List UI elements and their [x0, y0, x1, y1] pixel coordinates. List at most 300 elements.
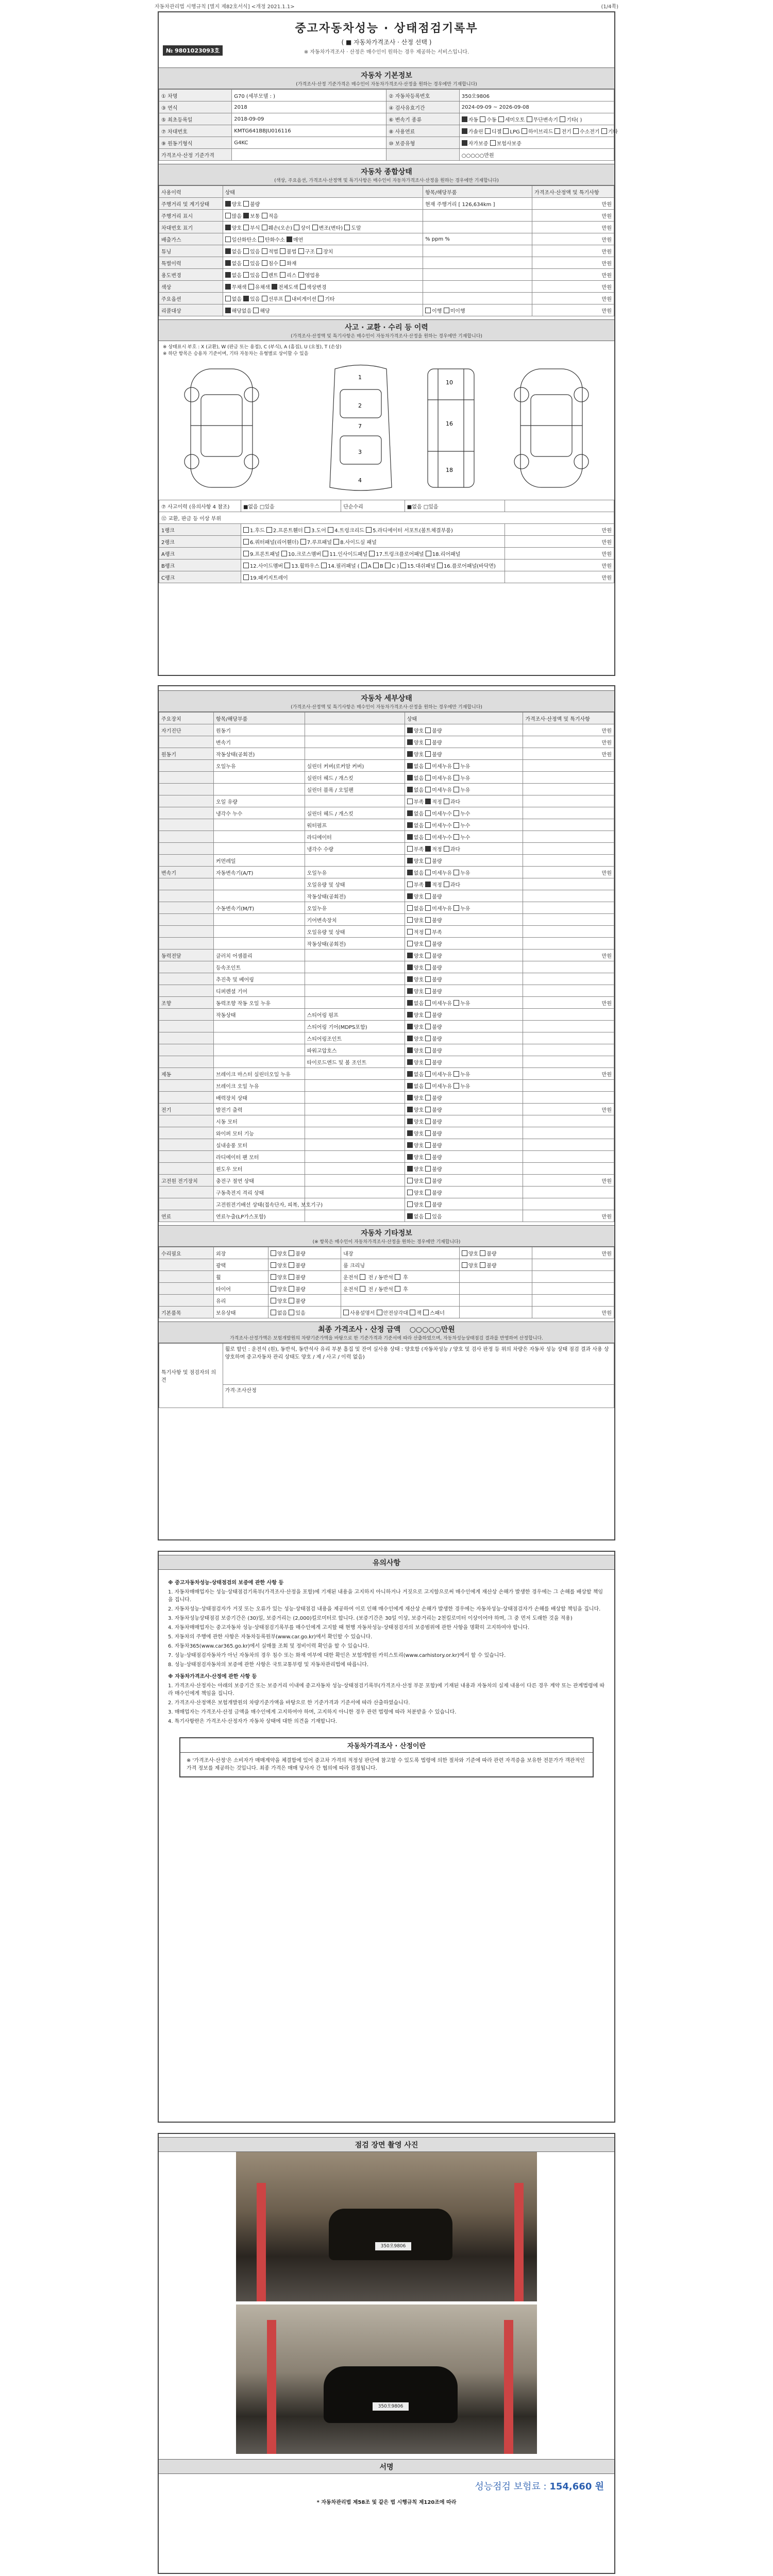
detail-item: 충전구 절연 상태: [213, 1175, 305, 1187]
detail-item: 라디에이터 팬 모터: [213, 1151, 305, 1163]
other-info-cell: 운전석 전 / 동반석 후: [341, 1271, 460, 1283]
general-item-price: 만원: [532, 233, 614, 245]
detail-price: [523, 890, 614, 902]
notice-item: 1. 가격조사·산정자는 아래의 보증기간 또는 보증거리 이내에 중고자동차 성능·상태점검기록부(가격조사·산정 부문 포함)에 기재된 내용과 자동차의 실제 내용이 다른 경우 계약 또는 관계법령에 따라 매수인에게 책임을 집니다.: [168, 1683, 605, 1697]
other-info-cell: [459, 1271, 532, 1283]
detail-row: [159, 973, 614, 985]
detail-price: [523, 819, 614, 831]
rank-label: C랭크: [159, 571, 241, 583]
detail-price: [523, 973, 614, 985]
detail-device: [159, 1044, 214, 1056]
detail-item: [213, 914, 305, 926]
accident-title: 사고 · 교환 · 수리 등 이력: [345, 324, 428, 332]
detail-state: 양호 불량: [405, 724, 523, 736]
detail-price: 만원: [523, 748, 614, 760]
detail-row: [159, 1032, 614, 1044]
svg-text:10: 10: [446, 379, 453, 386]
detail-column-header: 항목/해당부품: [213, 713, 305, 724]
detail-state: 양호 불량: [405, 736, 523, 748]
general-item-price: 만원: [532, 293, 614, 304]
basic-info-value: 가솔린 디젤 LPG 하이브리드 전기 수소전기 기타: [459, 125, 614, 137]
basic-info-label: ⑨ 원동기형식: [159, 137, 232, 149]
detail-state: 양호 불량: [405, 1139, 523, 1151]
general-item-price: 만원: [532, 304, 614, 316]
price-explain-box: [179, 1737, 594, 1777]
notice-item: 7. 성능·상태점검자동차가 아닌 자동차의 경우 침수 또는 화재 여부에 대한 확인은 보험개발원 카히스토리(www.carhistory.or.kr)에서 할 수 있습니다.: [168, 1653, 506, 1658]
general-item-label: 주요옵션: [159, 293, 223, 304]
basic-info-header: [159, 67, 614, 89]
photo-header: [159, 2137, 614, 2152]
detail-row: [159, 867, 614, 878]
detail-price: [523, 1044, 614, 1056]
special-notes-sub: 가격·조사산정: [223, 1385, 614, 1408]
detail-row: [159, 1080, 614, 1092]
detail-state: 없음 미세누유 누유: [405, 772, 523, 784]
detail-row: [159, 914, 614, 926]
rank-label: A랭크: [159, 548, 241, 560]
detail-price: [523, 1198, 614, 1210]
other-info-cell: [159, 1283, 214, 1295]
basic-info-value: KMTG641BBJU016116: [232, 125, 386, 137]
detail-device: [159, 1187, 214, 1198]
detail-item: 구동축전지 격리 상태: [213, 1187, 305, 1198]
detail-item: [213, 831, 305, 843]
detail-part: [305, 1187, 405, 1198]
detail-part: [305, 1127, 405, 1139]
other-info-cell: 사용설명서 안전삼각대 잭 스패너: [341, 1307, 460, 1318]
rank-row: [159, 524, 614, 536]
notice-item: 6. 자동차365(www.car365.go.kr)에서 실매물 조회 및 정비이력 확인을 할 수 있습니다.: [168, 1643, 369, 1649]
general-item-state: 양호 불량: [223, 198, 423, 210]
detail-item: [213, 819, 305, 831]
detail-price: [523, 961, 614, 973]
detail-part: [305, 961, 405, 973]
detail-state: 양호 불량: [405, 938, 523, 950]
svg-text:1: 1: [358, 374, 362, 381]
rank-label: B랭크: [159, 560, 241, 571]
detail-price: [523, 855, 614, 867]
detail-row: [159, 902, 614, 914]
general-status-column-header: 사용이력: [159, 186, 223, 198]
detail-device: [159, 1139, 214, 1151]
detail-price: [523, 1127, 614, 1139]
form-header-left: 자동차관리법 시행규칙 [별지 제82호서식] <개정 2021.1.1>: [155, 4, 295, 10]
basic-info-value: ○○○○○만원: [459, 149, 614, 161]
detail-row: [159, 997, 614, 1009]
general-item-state: 양호 부식 훼손(오손) 상이 변조(변타) 도말: [223, 222, 423, 233]
rank-price: 만원: [505, 548, 614, 560]
detail-device: [159, 843, 214, 855]
detail-device: [159, 772, 214, 784]
general-status-title: 자동차 종합상태: [361, 168, 412, 176]
other-info-cell: 보유상태: [213, 1307, 268, 1318]
other-info-cell: 양호 불량: [268, 1247, 341, 1259]
detail-price: [523, 938, 614, 950]
general-status-row: [159, 210, 614, 222]
detail-price: 만원: [523, 1104, 614, 1115]
general-item-price: 만원: [532, 222, 614, 233]
other-info-cell: [459, 1283, 532, 1295]
price-explain-text: ※ '가격조사·산정'은 소비자가 매매계약을 체결함에 있어 중고차 가격의 적정성 판단에 참고할 수 있도록 법령에 의한 절차와 기준에 따라 관련 자격증을 보유한 전문가가 객관적인 가격 정보를 제공하는 것입니다. 최종 가격은 매매 당사자 간 협의에 따라 결정됩니다.: [187, 1758, 585, 1771]
general-item-price: 만원: [532, 269, 614, 281]
detail-row: [159, 1115, 614, 1127]
detail-state: 양호 불량: [405, 1115, 523, 1127]
detail-device: [159, 736, 214, 748]
detail-price: [523, 985, 614, 997]
insurance-fee-value: 154,660 원: [549, 2481, 604, 2492]
page-3: [158, 1551, 615, 2123]
detail-part: [305, 973, 405, 985]
detail-price: [523, 772, 614, 784]
special-notes-label: 특기사항 및 점검자의 의견: [159, 1344, 223, 1408]
detail-row: [159, 878, 614, 890]
car-left-view-icon: [184, 369, 259, 487]
detail-price: 만원: [523, 950, 614, 961]
detail-row: [159, 784, 614, 795]
basic-info-row: [159, 90, 614, 101]
other-info-cell: 양호 불량: [459, 1247, 532, 1259]
detail-part: 파워고압호스: [305, 1044, 405, 1056]
abnormal-part-label: ⑫ 교환, 판금 등 이상 부위: [159, 512, 614, 524]
detail-row: [159, 1151, 614, 1163]
detail-state: 없음 미세누유 누유: [405, 784, 523, 795]
detail-row: [159, 1163, 614, 1175]
general-status-row: [159, 281, 614, 293]
detail-part: 기어변속장치: [305, 914, 405, 926]
detail-device: [159, 819, 214, 831]
other-info-cell: 수리필요: [159, 1247, 214, 1259]
other-info-cell: 유리: [213, 1295, 268, 1307]
detail-row: [159, 1044, 614, 1056]
page-1: [158, 11, 618, 676]
detail-row: [159, 961, 614, 973]
detail-row: [159, 1056, 614, 1068]
detail-device: [159, 1163, 214, 1175]
detail-state: 부족 적정 과다: [405, 878, 523, 890]
rank-parts: 1.후드 2.프론트휀더 3.도어 4.트렁크리드 5.라디에이터 서포트(볼트체결부품): [241, 524, 505, 536]
general-item-state: 없음 있음 선루프 내비게이션 기타: [223, 293, 423, 304]
detail-item: 실내송풍 모터: [213, 1139, 305, 1151]
detail-device: [159, 914, 214, 926]
detail-item: 수동변속기(M/T): [213, 902, 305, 914]
detail-item: [213, 1056, 305, 1068]
detail-item: 브레이크 오일 누유: [213, 1080, 305, 1092]
detail-part: 스티어링조인트: [305, 1032, 405, 1044]
detail-part: [305, 1115, 405, 1127]
detail-state: 양호 불량: [405, 1151, 523, 1163]
detail-state: 없음 미세누유 누유: [405, 867, 523, 878]
detail-column-header: 가격조사·산정액 및 특기사항: [523, 713, 614, 724]
accident-table: [159, 500, 614, 583]
basic-info-row: [159, 113, 614, 125]
basic-info-label: 가격조사·산정 기준가격: [159, 149, 232, 161]
detail-device: [159, 784, 214, 795]
detail-price: [523, 1151, 614, 1163]
general-status-column-header: 가격조사·산정액 및 특기사항: [532, 186, 614, 198]
accident-history-label: ⑦ 사고이력 (유의사항 4 참조): [159, 500, 241, 512]
accident-history-value: ■없음 □있음: [241, 500, 341, 512]
other-info-row: [159, 1271, 614, 1283]
photo-title: 점검 장면 촬영 사진: [355, 2141, 418, 2149]
inspection-photo-rear: [236, 2152, 537, 2301]
notice-item: 3. 자동차성능상태점검 보증기간은 (30)일, 보증거리는 (2,000)킬로미터로 합니다. (보증기간은 30일 이상, 보증거리는 2천킬로미터 이상이어야 하며, 그 중 먼저 도래한 것을 적용): [168, 1616, 573, 1621]
detail-state: 양호 불량: [405, 1009, 523, 1021]
detail-device: [159, 926, 214, 938]
detail-device: [159, 902, 214, 914]
detail-item: [213, 772, 305, 784]
detail-part: 실린더 커버(로커암 커버): [305, 760, 405, 772]
other-info-cell: 없음 있음: [268, 1307, 341, 1318]
basic-info-row: [159, 101, 614, 113]
detail-row: [159, 1021, 614, 1032]
detail-part: 오일유량 및 상태: [305, 926, 405, 938]
notice-item: 4. 자동차매매업자는 중고자동차 성능·상태점검기록부를 매수인에게 고지할 때 현행 자동차성능·상태점검자의 보증범위에 관한 사항을 명확히 고지하여야 합니다.: [168, 1625, 530, 1631]
detail-row: [159, 748, 614, 760]
detail-status-table: [159, 712, 614, 1222]
detail-state: 없음 미세누유 누유: [405, 1068, 523, 1080]
general-item-state: 일산화탄소 탄화수소 매연: [223, 233, 423, 245]
detail-item: 오일누유: [213, 760, 305, 772]
detail-device: [159, 855, 214, 867]
detail-price: [523, 795, 614, 807]
basic-info-value: 2018: [232, 101, 386, 113]
general-status-row: [159, 222, 614, 233]
detail-state: 양호 불량: [405, 855, 523, 867]
detail-device: [159, 1127, 214, 1139]
general-item-label: 튜닝: [159, 245, 223, 257]
page-title: 중고자동차성능 · 상태점검기록부: [295, 22, 478, 35]
detail-item: 시동 모터: [213, 1115, 305, 1127]
page-subnote: ※ 자동차가격조사 · 산정은 매수인이 원하는 경우 제공하는 서비스입니다.: [304, 49, 469, 55]
detail-part: [305, 736, 405, 748]
detail-price: 만원: [523, 736, 614, 748]
simple-repair-label: 단순수리: [341, 500, 405, 512]
general-status-row: [159, 269, 614, 281]
detail-part: 실린더 헤드 / 개스킷: [305, 807, 405, 819]
general-item-state: 없음 있음 적법 불법 구조 장치: [223, 245, 423, 257]
detail-part: [305, 724, 405, 736]
other-info-cell: 외장: [213, 1247, 268, 1259]
svg-text:16: 16: [446, 420, 453, 427]
detail-part: [305, 1210, 405, 1222]
other-info-row: [159, 1307, 614, 1318]
other-info-cell: 양호 불량: [268, 1271, 341, 1283]
detail-part: [305, 1104, 405, 1115]
detail-row: [159, 831, 614, 843]
detail-price: [523, 878, 614, 890]
general-item-state: 무채색 유채색 전체도색 색상변경: [223, 281, 423, 293]
general-status-row: [159, 293, 614, 304]
detail-status-title: 자동차 세부상태: [361, 694, 412, 703]
insurance-fee-label: 성능점검 보험료 :: [475, 2481, 547, 2492]
detail-price: [523, 831, 614, 843]
detail-price: [523, 843, 614, 855]
detail-state: 양호 불량: [405, 1198, 523, 1210]
detail-column-header: 주요장치: [159, 713, 214, 724]
detail-item: [213, 890, 305, 902]
other-info-note: (※ 항목은 매수인이 자동차가격조사·산정을 원하는 경우에만 기재합니다): [312, 1240, 461, 1245]
detail-item: [213, 784, 305, 795]
detail-part: 스티어링 펌프: [305, 1009, 405, 1021]
other-info-table: [159, 1247, 614, 1318]
rank-parts: 6.쿼터패널(리어휀더) 7.루프패널 8.사이드실 패널: [241, 536, 505, 548]
detail-status-note: (가격조사·산정액 및 특기사항은 매수인이 자동차가격조사·산정을 원하는 경우에만 기재합니다): [291, 705, 482, 710]
detail-row: [159, 724, 614, 736]
detail-price: [523, 902, 614, 914]
other-info-cell: [532, 1271, 614, 1283]
detail-state: 양호 불량: [405, 1056, 523, 1068]
certificate-number: № 9801023093호: [163, 45, 223, 56]
special-notes-text: 휠로 할인 : 운전석 (원), 동반석, 동반석사 유리 부분 흠집 및 잔여 실사용 상태 : 양호함 (자동차성능 / 양호 및 검사 판정 등 위의 차량은 자동차 성능 상태 점검 결과 사용 상 양호하며 중고자동차 관리 상태도 양호 / 제 / 사고 / 이력 없음): [223, 1344, 614, 1385]
detail-row: [159, 1068, 614, 1080]
detail-part: [305, 950, 405, 961]
general-item-label: 차대번호 표기: [159, 222, 223, 233]
detail-part: 오일유량 및 상태: [305, 878, 405, 890]
detail-state: 없음 미세누유 누유: [405, 902, 523, 914]
detail-state: 양호 불량: [405, 1163, 523, 1175]
form-header-right: (1/4쪽): [601, 4, 618, 10]
rank-row: [159, 536, 614, 548]
detail-item: [213, 1044, 305, 1056]
detail-item: 고전원전기배선 상태(접속단자, 피복, 보호기구): [213, 1198, 305, 1210]
detail-item: [213, 926, 305, 938]
detail-price: [523, 1163, 614, 1175]
general-item-state: 해당없음 해당: [223, 304, 423, 316]
accident-note: (가격조사·산정액 및 특기사항은 매수인이 자동차가격조사·산정을 원하는 경우에만 기재합니다): [291, 334, 482, 339]
other-info-cell: 내장: [341, 1247, 460, 1259]
general-status-column-header: 항목/해당부품: [423, 186, 532, 198]
notice-item: 5. 자동차의 주행에 관한 사항은 자동차등록원부(www.car.go.kr)에서 확인할 수 있습니다.: [168, 1634, 373, 1640]
general-item-label: 배출가스: [159, 233, 223, 245]
detail-price: 만원: [523, 1210, 614, 1222]
other-info-cell: [532, 1295, 614, 1307]
detail-device: [159, 938, 214, 950]
basic-info-label: ① 차명: [159, 90, 232, 101]
detail-price: [523, 1187, 614, 1198]
detail-device: [159, 807, 214, 819]
basic-info-label: ③ 연식: [159, 101, 232, 113]
detail-item: 연료누출(LP가스포함): [213, 1210, 305, 1222]
basic-info-label: ② 자동차등록번호: [386, 90, 459, 101]
general-item-label: 색상: [159, 281, 223, 293]
detail-part: [305, 1080, 405, 1092]
detail-state: 양호 불량: [405, 1032, 523, 1044]
detail-state: 양호 불량: [405, 1187, 523, 1198]
detail-part: [305, 795, 405, 807]
detail-device: [159, 1009, 214, 1021]
detail-part: [305, 1068, 405, 1080]
general-item-label: 용도변경: [159, 269, 223, 281]
other-info-row: [159, 1295, 614, 1307]
rank-price: 만원: [505, 571, 614, 583]
notice-item: 4. 특기사항란은 가격조사·산정자가 자동차 상태에 대한 의견을 기재합니다.: [168, 1719, 337, 1724]
detail-item: 작동상태: [213, 1009, 305, 1021]
other-info-cell: [459, 1295, 532, 1307]
detail-part: [305, 1175, 405, 1187]
final-price-amount: ○○○○○만원: [409, 1326, 455, 1334]
basic-info-label: ⑤ 최초등록일: [159, 113, 232, 125]
detail-state: 없음 미세누유 누유: [405, 760, 523, 772]
detail-part: 라디에이터: [305, 831, 405, 843]
detail-state: 양호 불량: [405, 748, 523, 760]
rank-label: 2랭크: [159, 536, 241, 548]
other-info-cell: [159, 1295, 214, 1307]
svg-text:4: 4: [358, 477, 362, 484]
detail-part: 냉각수 수량: [305, 843, 405, 855]
detail-state: 적정 부족: [405, 926, 523, 938]
detail-item: 동력조향 작동 오일 누유: [213, 997, 305, 1009]
plate-1: 350오9806: [375, 2242, 411, 2250]
rank-parts: 9.프론트패널 10.크로스멤버 11.인사이드패널 17.트렁크플로어패널 18.리어패널: [241, 548, 505, 560]
basic-info-value: G4KC: [232, 137, 386, 149]
detail-price: [523, 1115, 614, 1127]
detail-row: [159, 890, 614, 902]
detail-row: [159, 819, 614, 831]
general-status-row: [159, 233, 614, 245]
detail-item: 브레이크 마스터 실린더오일 누유: [213, 1068, 305, 1080]
final-price-note: 가격조사·산정가액은 보험개발원의 차량기준가액을 바탕으로 한 기준가격과 기준서에 따라 산출하였으며, 자동차성능상태점검 결과를 반영하여 산정합니다.: [229, 1336, 544, 1341]
detail-row: [159, 1139, 614, 1151]
rank-row: [159, 571, 614, 583]
detail-price: [523, 1032, 614, 1044]
general-status-header: [159, 164, 614, 185]
detail-state: 양호 불량: [405, 1104, 523, 1115]
detail-device: [159, 1115, 214, 1127]
general-item-price: 만원: [532, 198, 614, 210]
basic-info-label: ⑦ 차대번호: [159, 125, 232, 137]
general-item-label: 리콜대상: [159, 304, 223, 316]
detail-item: 추진축 및 베어링: [213, 973, 305, 985]
page-subtitle: ( ■ 자동차가격조사 · 산정 선택 ): [341, 39, 432, 46]
detail-device: [159, 1151, 214, 1163]
page-4: [158, 2133, 615, 2574]
detail-item: 작동상태(공회전): [213, 748, 305, 760]
detail-state: 없음 미세누유 누유: [405, 1080, 523, 1092]
notice-list: [159, 1570, 614, 1732]
form-header: [155, 2, 618, 10]
notice-header: [159, 1555, 614, 1570]
basic-info-row: [159, 137, 614, 149]
basic-info-label: [386, 149, 459, 161]
detail-device: [159, 831, 214, 843]
detail-item: 디퍼렌셜 기어: [213, 985, 305, 997]
detail-device: 제동: [159, 1068, 214, 1080]
rank-label: 1랭크: [159, 524, 241, 536]
detail-price: [523, 784, 614, 795]
detail-item: 오일 유량: [213, 795, 305, 807]
detail-column-header: 상태: [405, 713, 523, 724]
rank-price: 만원: [505, 524, 614, 536]
detail-device: 원동기: [159, 748, 214, 760]
detail-part: [305, 1163, 405, 1175]
detail-price: [523, 1080, 614, 1092]
general-status-row: [159, 304, 614, 316]
detail-state: 없음 미세누수 누수: [405, 831, 523, 843]
general-item-detail: [423, 257, 532, 269]
detail-device: [159, 1080, 214, 1092]
general-item-detail: 이행 미이행: [423, 304, 532, 316]
detail-device: [159, 985, 214, 997]
notice-item: 1. 자동차매매업자는 성능·상태점검기록부(가격조사·산정을 포함)에 기재된 내용을 고지하지 아니하거나 거짓으로 고지함으로써 매수인에게 재산상 손해가 발생한 경우에는 그 손해를 배상할 책임을 집니다.: [168, 1589, 603, 1603]
detail-state: 양호 불량: [405, 914, 523, 926]
detail-part: [305, 985, 405, 997]
detail-part: 실린더 헤드 / 개스킷: [305, 772, 405, 784]
svg-text:18: 18: [446, 467, 453, 473]
other-info-cell: [159, 1259, 214, 1271]
car-diagram: [160, 359, 613, 498]
svg-text:2: 2: [358, 402, 362, 409]
rank-parts: 12.사이드멤버 13.휠하우스 14.필러패널 ( A B C ) 15.대쉬패널 16.플로어패널(바닥면): [241, 560, 505, 571]
